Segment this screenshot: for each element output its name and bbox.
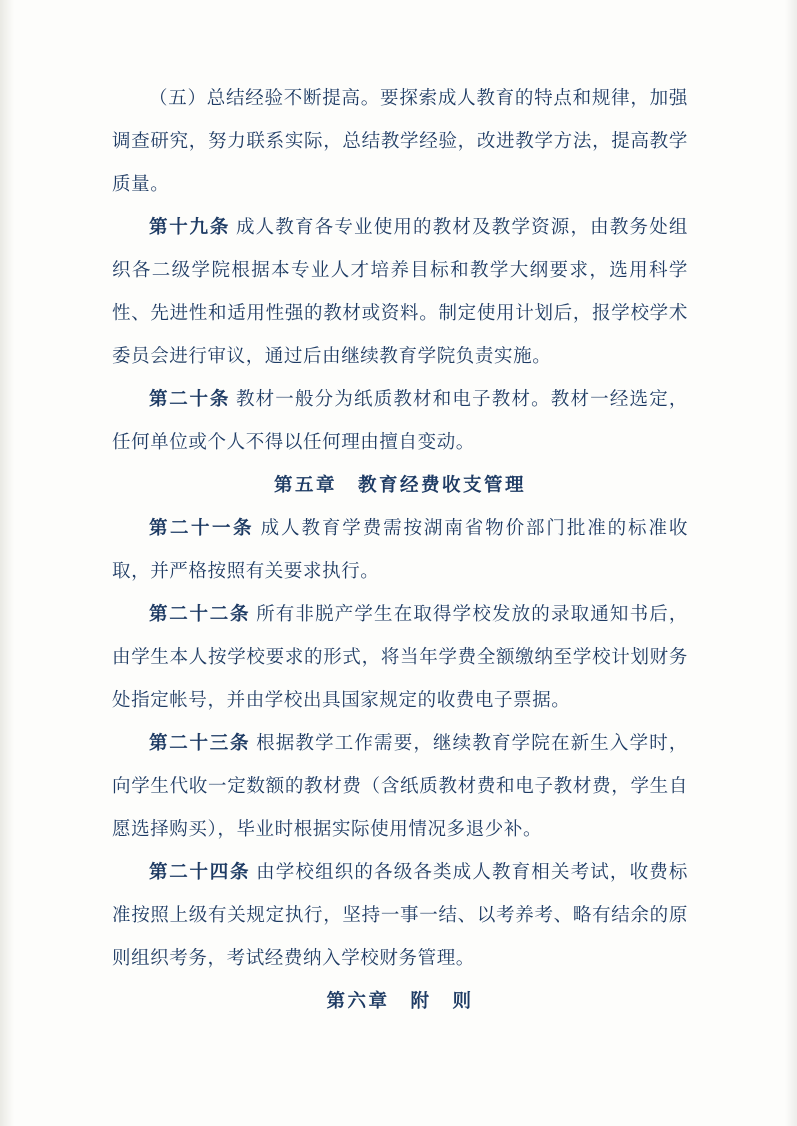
article-text-twentyfour: 由学校组织的各级各类成人教育相关考试，收费标准按照上级有关规定执行，坚持一事一结、以考养考、略有结余的原则组织考务，考试经费纳入学校财务管理。 xyxy=(112,863,688,969)
chapter-heading-five: 第五章 教育经费收支管理 xyxy=(273,476,526,496)
article-number-nineteen: 第十九条 xyxy=(149,218,231,238)
article-twentythree xyxy=(112,723,688,852)
article-number-twentytwo: 第二十二条 xyxy=(149,605,251,625)
article-text-twenty: 教材一般分为纸质教材和电子教材。教材一经选定，任何单位或个人不得以任何理由擅自变动。 xyxy=(112,390,688,453)
chapter-heading-six: 第六章 附 则 xyxy=(326,992,474,1012)
article-twenty xyxy=(112,379,688,465)
article-number-twenty: 第二十条 xyxy=(149,390,231,410)
article-number-twentyfour: 第二十四条 xyxy=(149,863,251,883)
article-number-twentyone: 第二十一条 xyxy=(149,519,255,539)
article-text-twentythree: 根据教学工作需要，继续教育学院在新生入学时，向学生代收一定数额的教材费（含纸质教材费和电子教材费，学生自愿选择购买），毕业时根据实际使用情况多退少补。 xyxy=(112,734,688,840)
paragraph-item-five: （五）总结经验不断提高。要探索成人教育的特点和规律，加强调查研究，努力联系实际，总结教学经验，改进教学方法，提高教学质量。 xyxy=(112,89,688,195)
article-twentyfour xyxy=(112,852,688,981)
document-text-body xyxy=(112,78,688,1024)
article-twentytwo xyxy=(112,594,688,723)
article-text-nineteen: 成人教育各专业使用的教材及教学资源，由教务处组织各二级学院根据本专业人才培养目标和教学大纲要求，选用科学性、先进性和适用性强的教材或资料。制定使用计划后，报学校学术委员会进行审议，通过后由继续教育学院负责实施。 xyxy=(112,218,688,367)
article-text-twentytwo: 所有非脱产学生在取得学校发放的录取通知书后，由学生本人按学校要求的形式，将当年学费全额缴纳至学校计划财务处指定帐号，并由学校出具国家规定的收费电子票据。 xyxy=(112,605,688,711)
article-twentyone xyxy=(112,508,688,594)
article-nineteen xyxy=(112,207,688,379)
article-text-twentyone: 成人教育学费需按湖南省物价部门批准的标准收取，并严格按照有关要求执行。 xyxy=(112,519,688,582)
article-number-twentythree: 第二十三条 xyxy=(149,734,251,754)
